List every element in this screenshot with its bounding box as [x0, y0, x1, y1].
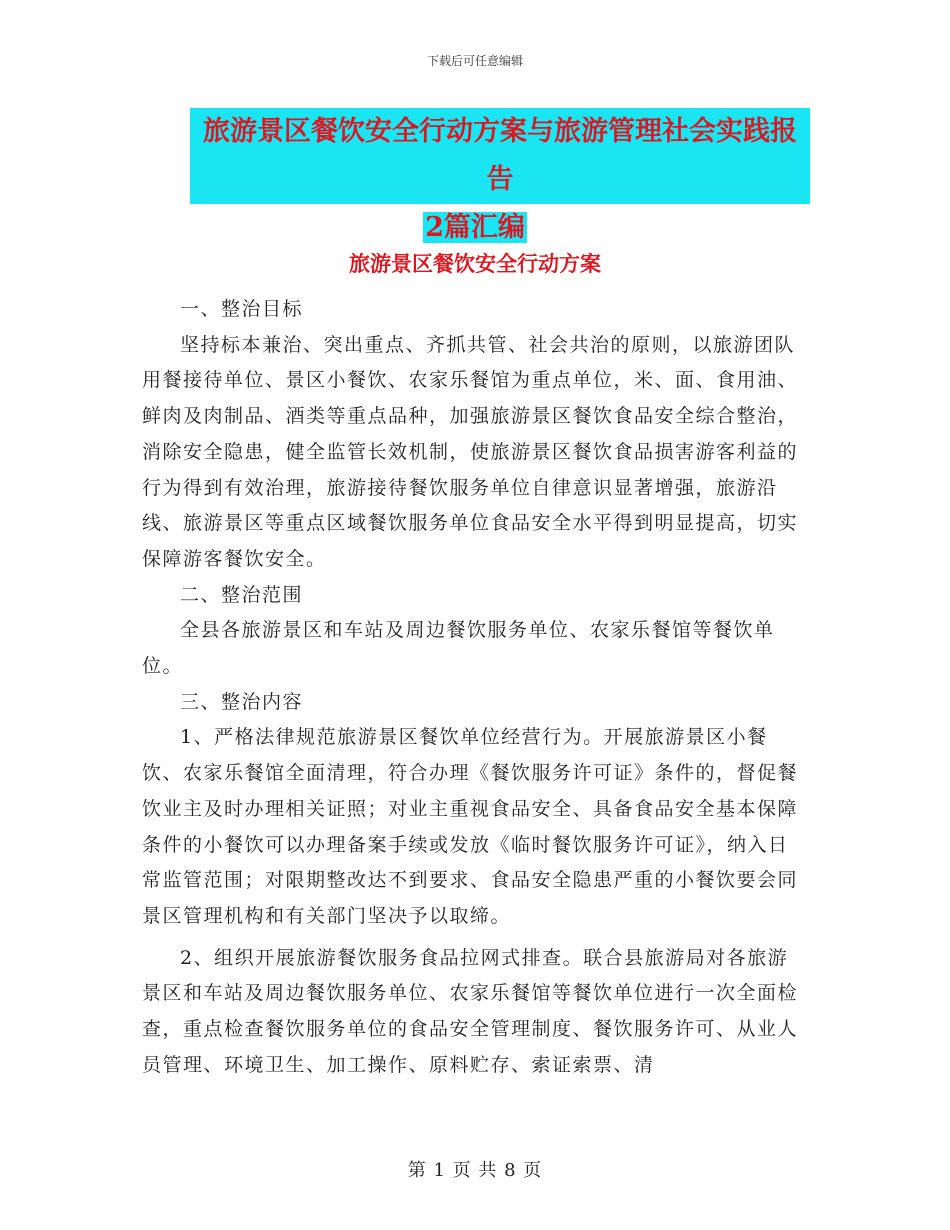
paragraph: 2、组织开展旅游餐饮服务食品拉网式排查。联合县旅游局对各旅游景区和车站及周边餐饮服务单位、农家乐餐馆等餐饮单位进行一次全面检查，重点检查餐饮服务单位的食品安全管理制度、餐饮服务许可、从业人员管理、环境卫生、加工操作、原料贮存、索证索票、清	[142, 946, 799, 1076]
document-body	[142, 292, 808, 1083]
document-title-line1: 旅游景区餐饮安全行动方案与旅游管理社会实践报告	[190, 108, 810, 204]
section-heading: 三、整治内容	[180, 690, 304, 713]
section-title: 旅游景区餐饮安全行动方案	[349, 251, 601, 276]
page-footer	[0, 1156, 950, 1182]
footer-total-word: 共	[478, 1160, 498, 1181]
section-heading: 二、整治范围	[180, 583, 304, 606]
section-heading: 一、整治目标	[180, 298, 304, 320]
footer-total-pages: 8	[504, 1160, 517, 1181]
footer-page-number: 1	[433, 1160, 446, 1181]
footer-suffix: 页	[523, 1160, 543, 1181]
document-title-line2: 2篇汇编	[425, 212, 525, 243]
footer-page-word: 页	[452, 1160, 472, 1181]
paragraph: 坚持标本兼治、突出重点、齐抓共管、社会共治的原则，以旅游团队用餐接待单位、景区小餐饮、农家乐餐馆为重点单位，米、面、食用油、鲜肉及肉制品、酒类等重点品种，加强旅游景区餐饮食品安全综合整治，消除安全隐患，健全监管长效机制，使旅游景区餐饮食品损害游客利益的行为得到有效治理，旅游接待餐饮服务单位自律意识显著增强，旅游沿线、旅游景区等重点区域餐饮服务单位食品安全水平得到明显提高，切实保障游客餐饮安全。	[142, 333, 799, 570]
header-note: 下载后可任意编辑	[426, 54, 523, 68]
paragraph: 全县各旅游景区和车站及周边餐饮服务单位、农家乐餐馆等餐饮单位。	[142, 619, 775, 678]
document-title	[140, 108, 810, 252]
paragraph: 1、严格法律规范旅游景区餐饮单位经营行为。开展旅游景区小餐饮、农家乐餐馆全面清理，符合办理《餐饮服务许可证》条件的，督促餐饮业主及时办理相关证照；对业主重视食品安全、具备食品安全基本保障条件的小餐饮可以办理备案手续或发放《临时餐饮服务许可证》，纳入日常监管范围；对限期整改达不到要求、食品安全隐患严重的小餐饮要会同景区管理机构和有关部门坚决予以取缔。	[142, 726, 799, 927]
footer-prefix: 第	[407, 1160, 427, 1181]
